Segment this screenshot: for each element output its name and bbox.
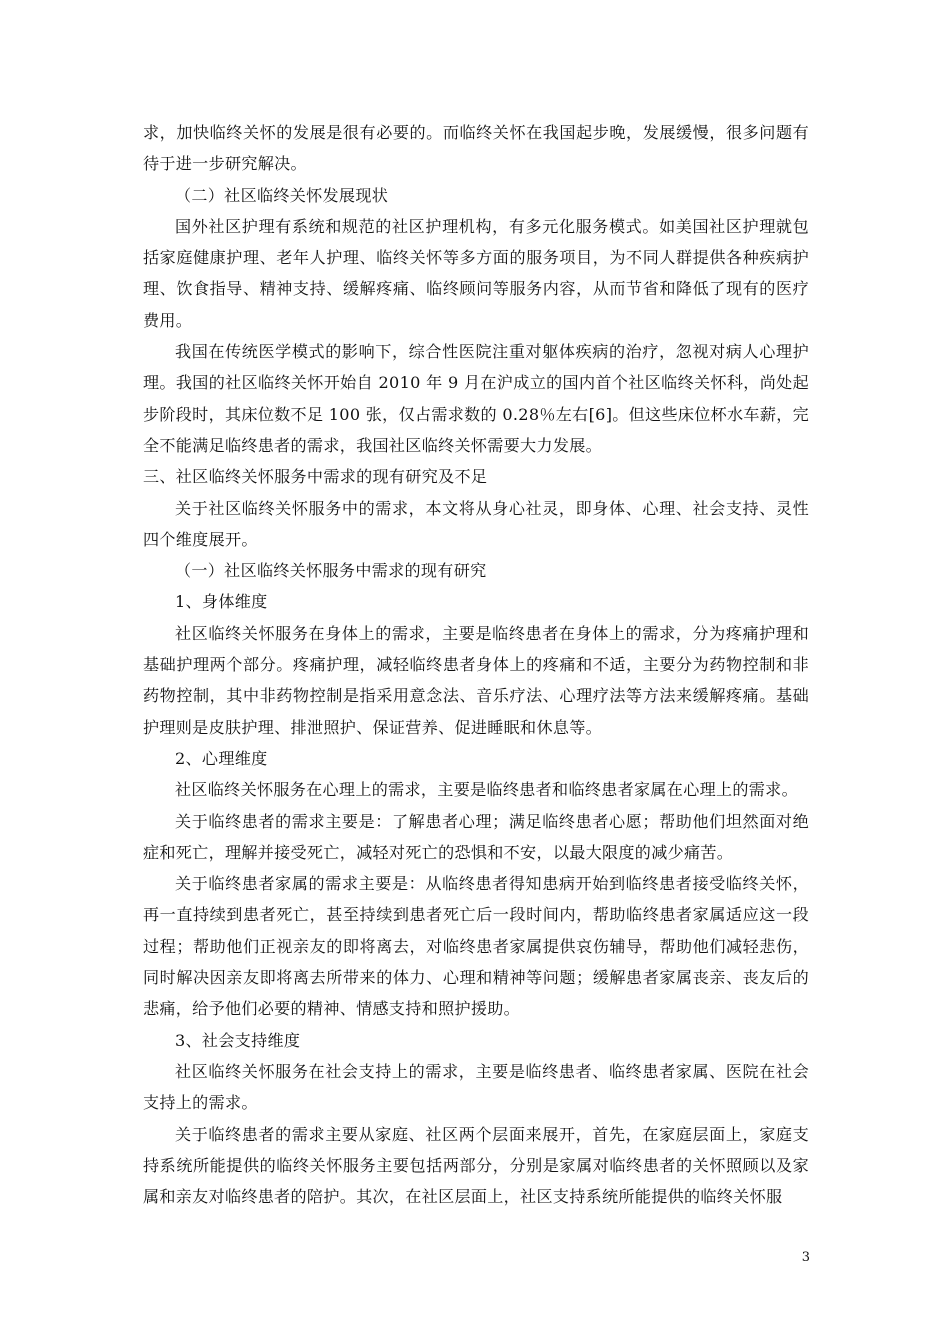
paragraph-needs-intro: 关于社区临终关怀服务中的需求，本文将从身心社灵，即身体、心理、社会支持、灵性四个维度展开。 [143, 498, 809, 549]
subsection-heading-existing-research: （一）社区临终关怀服务中需求的现有研究 [175, 561, 487, 581]
subheading-physical-dimension: 1、身体维度 [175, 592, 268, 612]
section-heading-community-status: （二）社区临终关怀发展现状 [175, 185, 389, 205]
paragraph-patient-psych-needs: 关于临终患者的需求主要是：了解患者心理；满足临终患者心愿；帮助他们坦然面对绝症和死亡，理解并接受死亡，减轻对死亡的恐惧和不安，以最大限度的减少痛苦。 [143, 811, 809, 862]
paragraph-patient-social-needs: 关于临终患者的需求主要从家庭、社区两个层面来展开，首先，在家庭层面上，家庭支持系统所能提供的临终关怀服务主要包括两部分，分别是家属对临终患者的关怀照顾以及家属和亲友对临终患者的陪护。其次，在社区层面上，社区支持系统所能提供的临终关怀服 [143, 1124, 809, 1207]
page-number: 3 [801, 1250, 810, 1265]
document-body [143, 117, 809, 1212]
paragraph-family-psych-needs: 关于临终患者家属的需求主要是：从临终患者得知患病开始到临终患者接受临终关怀，再一直持续到患者死亡，甚至持续到患者死亡后一段时间内，帮助临终患者家属适应这一段过程；帮助他们正视亲友的即将离去，对临终患者家属提供哀伤辅导，帮助他们减轻悲伤，同时解决因亲友即将离去所带来的体力、心理和精神等问题；缓解患者家属丧亲、丧友后的悲痛，给予他们必要的精神、情感支持和照护援助。 [143, 874, 809, 1019]
paragraph-continuation: 求，加快临终关怀的发展是很有必要的。而临终关怀在我国起步晚，发展缓慢，很多问题有待于进一步研究解决。 [143, 123, 809, 174]
paragraph-psychological-needs: 社区临终关怀服务在心理上的需求，主要是临终患者和临终患者家属在心理上的需求。 [175, 780, 798, 800]
paragraph-social-support-needs: 社区临终关怀服务在社会支持上的需求，主要是临终患者、临终患者家属、医院在社会支持上的需求。 [143, 1061, 809, 1113]
subheading-social-support-dimension: 3、社会支持维度 [175, 1030, 301, 1050]
paragraph-foreign-community-care: 国外社区护理有系统和规范的社区护理机构，有多元化服务模式。如美国社区护理就包括家庭健康护理、老年人护理、临终关怀等多方面的服务项目，为不同人群提供各种疾病护理、饮食指导、精神支持、缓解疼痛、临终顾问等服务内容，从而节省和降低了现有的医疗费用。 [143, 216, 809, 330]
paragraph-domestic-community-care: 我国在传统医学模式的影响下，综合性医院注重对躯体疾病的治疗，忽视对病人心理护理。我国的社区临终关怀开始自 2010 年 9 月在沪成立的国内首个社区临终关怀科，尚处起步阶段时，其床位数不足 100 张，仅占需求数的 0.28％左右[6]。但这些床位杯水车薪，完全不能满足临终患者的需求，我国社区临终关怀需要大力发展。 [143, 342, 809, 455]
subheading-psychological-dimension: 2、心理维度 [175, 748, 268, 768]
paragraph-physical-needs: 社区临终关怀服务在身体上的需求，主要是临终患者在身体上的需求，分为疼痛护理和基础护理两个部分。疼痛护理，减轻临终患者身体上的疼痛和不适，主要分为药物控制和非药物控制，其中非药物控制是指采用意念法、音乐疗法、心理疗法等方法来缓解疼痛。基础护理则是皮肤护理、排泄照护、保证营养、促进睡眠和休息等。 [143, 623, 809, 737]
section-heading-needs-research: 三、社区临终关怀服务中需求的现有研究及不足 [143, 467, 488, 487]
